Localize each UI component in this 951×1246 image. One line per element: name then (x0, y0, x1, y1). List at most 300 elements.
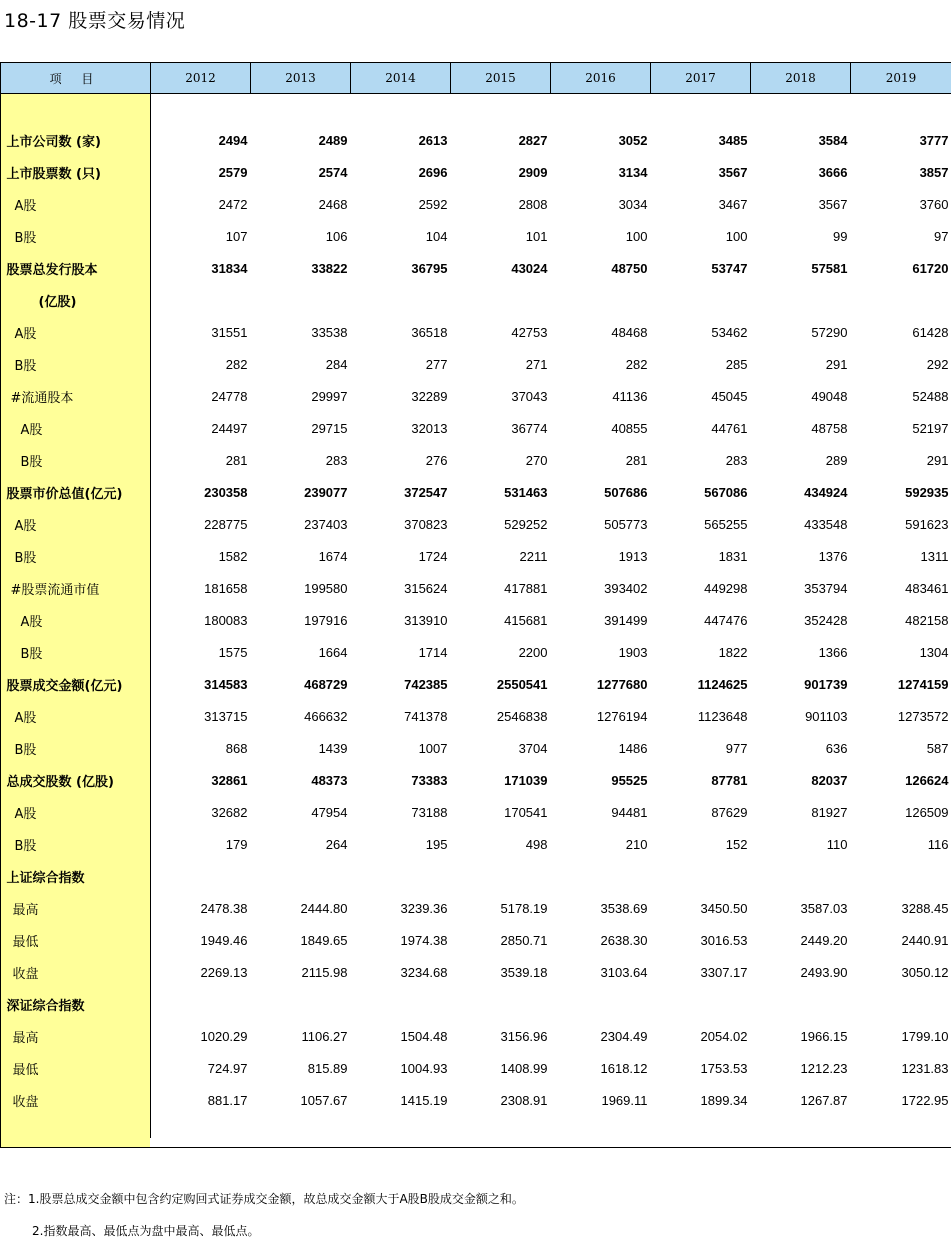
row-label: A股 (1, 508, 151, 540)
table-cell: 2449.20 (800, 932, 848, 948)
table-cell: 199580 (304, 580, 348, 596)
table-row (1, 412, 951, 444)
table-row (1, 860, 951, 892)
table-cell: 48468 (611, 324, 648, 340)
header-year: 2019 (851, 63, 951, 94)
row-label: A股 (1, 412, 151, 444)
table-cell: 2489 (318, 132, 348, 148)
table-cell: 372547 (404, 484, 448, 500)
table-cell: 1724 (418, 548, 448, 564)
table-row (1, 1084, 951, 1116)
table-cell: 1582 (218, 548, 248, 564)
table-cell: 29997 (311, 388, 348, 404)
table-cell: 2827 (518, 132, 548, 148)
table-cell: 1007 (418, 740, 448, 756)
table-cell: 1376 (818, 548, 848, 564)
table-cell (351, 860, 451, 892)
table-row (1, 604, 951, 636)
table-cell: 1753.53 (700, 1060, 748, 1076)
table-cell: 815.89 (307, 1060, 348, 1076)
table-cell: 1020.29 (200, 1028, 248, 1044)
table-cell: 3485 (718, 132, 748, 148)
table-cell (551, 860, 651, 892)
table-cell: 97 (934, 228, 949, 244)
row-label: 上市公司数 (家) (1, 124, 151, 156)
table-cell: 3587.03 (800, 900, 848, 916)
table-cell: 3034 (618, 196, 648, 212)
table-cell: 1664 (318, 644, 348, 660)
table-cell: 1276194 (596, 708, 648, 724)
table-cell: 36795 (411, 260, 448, 276)
table-cell: 106 (325, 228, 348, 244)
table-cell: 52197 (912, 420, 949, 436)
table-cell: 1504.48 (400, 1028, 448, 1044)
table-cell: 48758 (811, 420, 848, 436)
table-cell: 126624 (905, 772, 949, 788)
stock-trading-table (0, 62, 951, 1138)
row-label: A股 (1, 700, 151, 732)
table-row (1, 1052, 951, 1084)
row-label: 收盘 (1, 1084, 151, 1116)
table-row (1, 668, 951, 700)
table-cell: 87781 (711, 772, 748, 788)
table-cell: 1486 (618, 740, 648, 756)
table-cell (451, 860, 551, 892)
table-cell: 2269.13 (200, 964, 248, 980)
table-cell: 3567 (718, 164, 748, 180)
table-cell: 291 (926, 452, 949, 468)
table-cell: 529252 (504, 516, 548, 532)
table-cell: 468729 (304, 676, 348, 692)
table-cell: 1123648 (697, 708, 748, 724)
table-cell (651, 988, 751, 1020)
row-label: #股票流通市值 (1, 572, 151, 604)
table-cell: 1722.95 (901, 1092, 949, 1108)
table-cell: 417881 (504, 580, 548, 596)
table-cell (351, 988, 451, 1020)
row-label: B股 (1, 444, 151, 476)
table-cell: 1575 (218, 644, 248, 660)
row-label: A股 (1, 188, 151, 220)
table-cell: 33538 (311, 324, 348, 340)
table-cell: 2304.49 (600, 1028, 648, 1044)
table-row (1, 508, 951, 540)
table-cell (251, 988, 351, 1020)
table-cell: 3857 (919, 164, 949, 180)
table-row (1, 156, 951, 188)
table-cell: 31834 (211, 260, 248, 276)
table-cell: 1714 (418, 644, 448, 660)
table-cell: 741378 (404, 708, 448, 724)
spacer-row (1, 94, 951, 125)
table-cell: 3288.45 (901, 900, 949, 916)
table-cell: 1439 (318, 740, 348, 756)
table-cell: 1674 (318, 548, 348, 564)
table-cell (151, 988, 251, 1020)
row-label: B股 (1, 636, 151, 668)
table-cell (751, 284, 851, 316)
table-cell: 282 (625, 356, 648, 372)
table-cell: 3239.36 (400, 900, 448, 916)
table-cell: 36774 (511, 420, 548, 436)
table-row (1, 796, 951, 828)
table-cell: 32682 (211, 804, 248, 820)
table-cell: 3450.50 (700, 900, 748, 916)
table-cell: 31551 (211, 324, 248, 340)
table-cell: 180083 (204, 612, 248, 628)
table-cell: 415681 (504, 612, 548, 628)
table-cell: 36518 (411, 324, 448, 340)
table-cell: 507686 (604, 484, 648, 500)
table-cell: 3584 (818, 132, 848, 148)
table-cell: 281 (225, 452, 248, 468)
table-cell: 531463 (504, 484, 548, 500)
table-cell (751, 988, 851, 1020)
table-cell: 181658 (204, 580, 248, 596)
table-cell: 104 (425, 228, 448, 244)
table-cell: 587 (926, 740, 949, 756)
table-cell: 901103 (805, 708, 848, 724)
table-cell: 1618.12 (600, 1060, 648, 1076)
header-year: 2013 (251, 63, 351, 94)
table-cell: 2850.71 (500, 932, 548, 948)
table-bottom-border (1, 1147, 951, 1148)
table-cell: 3052 (618, 132, 648, 148)
table-row (1, 1020, 951, 1052)
row-label: A股 (1, 796, 151, 828)
table-cell: 94481 (611, 804, 648, 820)
table-cell: 724.97 (207, 1060, 248, 1076)
table-cell: 53462 (711, 324, 748, 340)
table-cell: 126509 (905, 804, 949, 820)
table-cell: 47954 (311, 804, 348, 820)
table-cell: 57581 (811, 260, 848, 276)
table-cell: 73383 (411, 772, 448, 788)
table-cell (251, 860, 351, 892)
table-row (1, 732, 951, 764)
table-cell: 313715 (204, 708, 248, 724)
table-row (1, 700, 951, 732)
table-cell: 592935 (905, 484, 949, 500)
table-cell: 107 (225, 228, 248, 244)
row-label: A股 (1, 316, 151, 348)
table-cell: 53747 (711, 260, 748, 276)
table-cell (851, 860, 951, 892)
table-cell: 2115.98 (301, 964, 348, 980)
table-cell: 449298 (704, 580, 748, 596)
table-cell (751, 860, 851, 892)
table-cell: 197916 (304, 612, 348, 628)
table-cell: 3666 (818, 164, 848, 180)
table-cell: 393402 (604, 580, 648, 596)
table-cell: 1004.93 (400, 1060, 448, 1076)
table-cell: 270 (525, 452, 548, 468)
table-cell: 37043 (511, 388, 548, 404)
table-cell: 1231.83 (901, 1060, 949, 1076)
table-cell: 152 (725, 836, 748, 852)
table-cell: 292 (926, 356, 949, 372)
table-cell: 3134 (618, 164, 648, 180)
table-cell: 1408.99 (500, 1060, 548, 1076)
table-cell: 434924 (804, 484, 848, 500)
table-cell: 1831 (718, 548, 748, 564)
table-row (1, 924, 951, 956)
table-row (1, 476, 951, 508)
table-cell: 5178.19 (500, 900, 548, 916)
table-row (1, 348, 951, 380)
table-cell: 1106.27 (301, 1028, 348, 1044)
table-cell: 271 (525, 356, 548, 372)
table-cell: 32289 (411, 388, 448, 404)
table-cell: 636 (825, 740, 848, 756)
header-year: 2018 (751, 63, 851, 94)
table-cell: 100 (625, 228, 648, 244)
table-cell: 1273572 (897, 708, 949, 724)
table-cell: 505773 (604, 516, 648, 532)
row-label: #流通股本 (1, 380, 151, 412)
table-cell: 1415.19 (400, 1092, 448, 1108)
table-cell: 314583 (204, 676, 248, 692)
table-cell: 3156.96 (500, 1028, 548, 1044)
table-cell: 33822 (311, 260, 348, 276)
header-year: 2012 (151, 63, 251, 94)
table-cell: 110 (826, 836, 848, 852)
table-cell: 1212.23 (800, 1060, 848, 1076)
table-cell: 2472 (218, 196, 248, 212)
table-cell: 315624 (404, 580, 448, 596)
table-cell: 2200 (518, 644, 548, 660)
table-row (1, 540, 951, 572)
row-label: 最低 (1, 924, 151, 956)
table-cell: 1903 (618, 644, 648, 660)
table-cell (851, 988, 951, 1020)
table-cell: 482158 (905, 612, 949, 628)
table-cell: 264 (325, 836, 348, 852)
table-cell: 2613 (418, 132, 448, 148)
table-cell: 2546838 (496, 708, 548, 724)
table-cell: 3539.18 (500, 964, 548, 980)
table-cell: 24778 (211, 388, 248, 404)
table-cell: 565255 (704, 516, 748, 532)
table-cell: 370823 (404, 516, 448, 532)
table-cell: 2638.30 (600, 932, 648, 948)
table-cell: 2054.02 (700, 1028, 748, 1044)
table-cell: 567086 (704, 484, 748, 500)
table-cell: 52488 (912, 388, 949, 404)
table-cell: 87629 (711, 804, 748, 820)
table-cell: 1057.67 (300, 1092, 348, 1108)
table-cell: 2592 (418, 196, 448, 212)
table-cell (151, 860, 251, 892)
table-cell: 498 (525, 836, 548, 852)
table-cell: 353794 (804, 580, 848, 596)
row-label: B股 (1, 220, 151, 252)
table-cell: 3760 (919, 196, 949, 212)
table-cell: 48373 (311, 772, 348, 788)
table-cell: 2493.90 (800, 964, 848, 980)
table-cell: 1822 (718, 644, 748, 660)
header-item: 项 目 (1, 63, 151, 94)
table-cell: 40855 (611, 420, 648, 436)
table-cell: 466632 (304, 708, 348, 724)
row-label: B股 (1, 828, 151, 860)
table-cell: 2468 (318, 196, 348, 212)
table-cell: 237403 (304, 516, 348, 532)
table-cell: 195 (425, 836, 448, 852)
table-cell: 49048 (811, 388, 848, 404)
table-cell: 116 (927, 836, 949, 852)
table-cell (851, 284, 951, 316)
header-row (1, 63, 951, 94)
table-cell: 1974.38 (400, 932, 448, 948)
table-cell: 99 (833, 228, 848, 244)
table-cell (651, 860, 751, 892)
table-left-border (0, 62, 1, 1148)
table-cell: 100 (725, 228, 748, 244)
table-cell: 44761 (711, 420, 748, 436)
table-cell: 1949.46 (200, 932, 248, 948)
spacer-row (1, 1116, 951, 1138)
table-cell: 483461 (905, 580, 949, 596)
table-cell: 2696 (418, 164, 448, 180)
table-cell: 1366 (818, 644, 848, 660)
table-cell: 170541 (504, 804, 548, 820)
table-cell (151, 284, 251, 316)
table-cell: 45045 (711, 388, 748, 404)
header-year: 2016 (551, 63, 651, 94)
row-label: B股 (1, 348, 151, 380)
table-cell: 2211 (519, 548, 548, 564)
table-cell: 3050.12 (901, 964, 949, 980)
table-cell: 447476 (704, 612, 748, 628)
table-cell: 179 (225, 836, 248, 852)
table-cell: 742385 (404, 676, 448, 692)
table-cell: 2444.80 (300, 900, 348, 916)
table-cell: 210 (625, 836, 648, 852)
table-cell: 82037 (811, 772, 848, 788)
row-label: 股票成交金额(亿元) (1, 668, 151, 700)
table-cell: 239077 (304, 484, 348, 500)
table-cell (351, 284, 451, 316)
row-label: 总成交股数 (亿股) (1, 764, 151, 796)
table-cell: 283 (325, 452, 348, 468)
row-label: B股 (1, 540, 151, 572)
table-cell: 171039 (504, 772, 548, 788)
row-label: 上证综合指数 (1, 860, 151, 892)
table-cell: 2574 (318, 164, 348, 180)
table-cell: 901739 (804, 676, 848, 692)
table-row (1, 188, 951, 220)
table-cell: 24497 (211, 420, 248, 436)
table-row (1, 764, 951, 796)
table-cell: 95525 (611, 772, 648, 788)
table-cell: 2440.91 (901, 932, 949, 948)
table-row (1, 956, 951, 988)
table-row (1, 572, 951, 604)
table-cell: 1267.87 (800, 1092, 848, 1108)
table-cell: 57290 (811, 324, 848, 340)
header-year: 2017 (651, 63, 751, 94)
table-cell (451, 284, 551, 316)
table-cell: 281 (625, 452, 648, 468)
table-row (1, 380, 951, 412)
table-cell: 1277680 (596, 676, 648, 692)
table-cell: 1969.11 (601, 1092, 648, 1108)
table-row (1, 252, 951, 284)
table-cell: 2579 (218, 164, 248, 180)
table-cell: 391499 (604, 612, 648, 628)
table-row (1, 892, 951, 924)
row-label: 上市股票数 (只) (1, 156, 151, 188)
table-cell: 1849.65 (300, 932, 348, 948)
table-cell: 1274159 (897, 676, 949, 692)
row-label: 股票市价总值(亿元) (1, 476, 151, 508)
table-cell: 1311 (920, 548, 949, 564)
table-row (1, 444, 951, 476)
table-cell (251, 284, 351, 316)
row-label: 深证综合指数 (1, 988, 151, 1020)
table-cell: 1899.34 (700, 1092, 748, 1108)
table-cell: 1799.10 (901, 1028, 949, 1044)
table-cell: 868 (225, 740, 248, 756)
table-cell: 3467 (718, 196, 748, 212)
row-label: (亿股) (1, 284, 151, 316)
table-cell: 43024 (511, 260, 548, 276)
table-cell: 283 (725, 452, 748, 468)
table-cell: 61428 (912, 324, 949, 340)
table-cell: 42753 (511, 324, 548, 340)
row-label: 最高 (1, 1020, 151, 1052)
footnote-1: 注：1.股票总成交金额中包含约定购回式证券成交金额，故总成交金额大于A股B股成交金额之和。 (4, 1192, 524, 1206)
table-cell (551, 988, 651, 1020)
table-cell: 101 (525, 228, 548, 244)
table-cell (551, 284, 651, 316)
table-cell: 41136 (612, 388, 648, 404)
table-row (1, 828, 951, 860)
table-cell: 285 (725, 356, 748, 372)
table-cell: 228775 (204, 516, 248, 532)
table-cell: 32013 (411, 420, 448, 436)
page-title: 18-17 股票交易情况 (4, 10, 186, 32)
table-row (1, 220, 951, 252)
table-cell: 276 (425, 452, 448, 468)
row-label: 最高 (1, 892, 151, 924)
table-cell: 284 (325, 356, 348, 372)
table-cell: 2494 (218, 132, 248, 148)
table-cell: 291 (825, 356, 848, 372)
footnote-2: 2.指数最高、最低点为盘中最高、最低点。 (32, 1224, 260, 1238)
row-label: A股 (1, 604, 151, 636)
table-cell: 2808 (518, 196, 548, 212)
row-label: 收盘 (1, 956, 151, 988)
table-cell: 3103.64 (600, 964, 648, 980)
table-row (1, 124, 951, 156)
table-cell: 313910 (404, 612, 448, 628)
table-cell: 1304 (919, 644, 949, 660)
table-cell: 2909 (518, 164, 548, 180)
table-cell (651, 284, 751, 316)
table-cell: 32861 (211, 772, 248, 788)
table-cell: 81927 (811, 804, 848, 820)
row-label: 最低 (1, 1052, 151, 1084)
table-cell: 73188 (411, 804, 448, 820)
table-cell: 591623 (905, 516, 949, 532)
table-row (1, 988, 951, 1020)
table-cell (451, 988, 551, 1020)
table-cell: 2478.38 (200, 900, 248, 916)
table-cell: 3777 (919, 132, 949, 148)
table-cell: 3234.68 (400, 964, 448, 980)
